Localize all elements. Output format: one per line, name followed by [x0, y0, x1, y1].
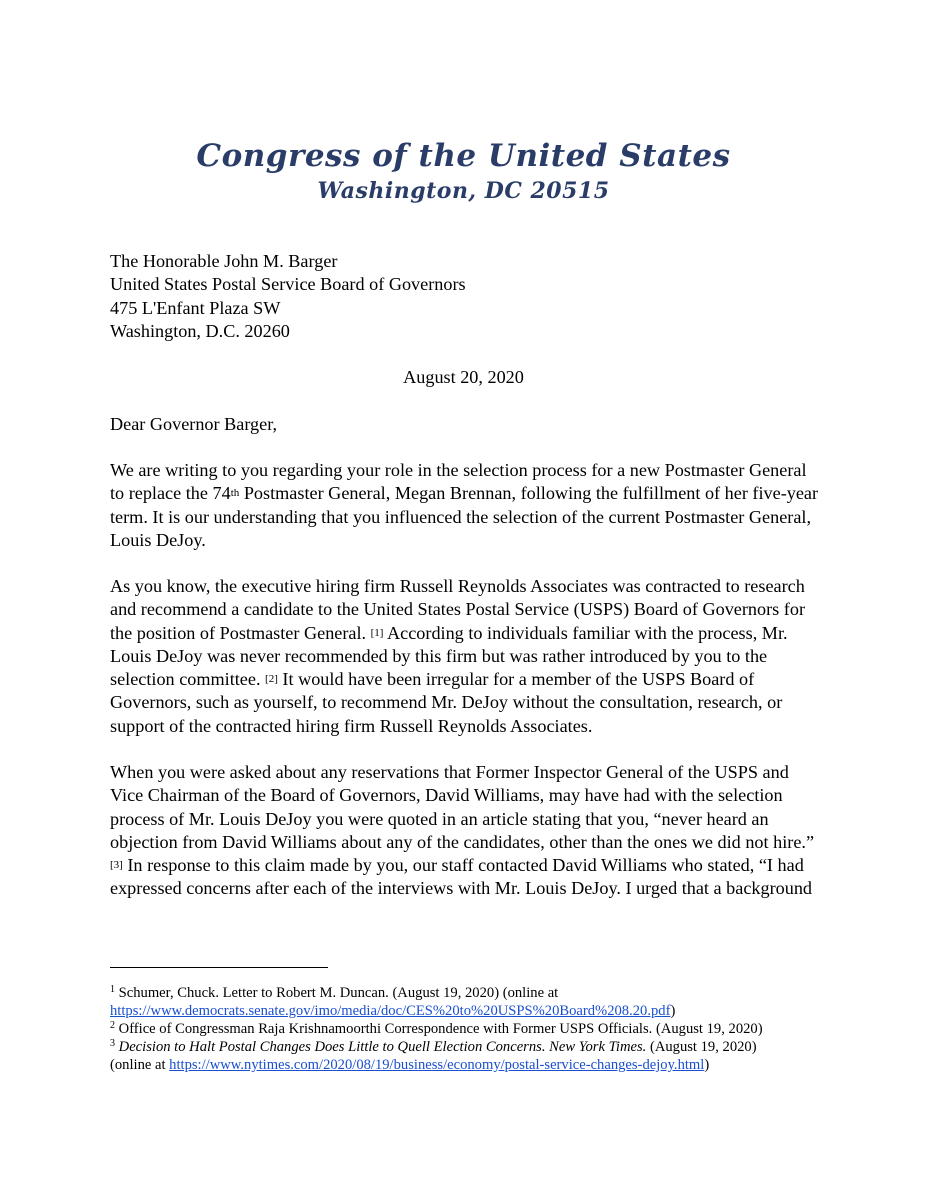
letter-date: August 20, 2020: [403, 367, 524, 387]
paragraph-line: expressed concerns after each of the interviews with Mr. Louis DeJoy. I urged that a background: [110, 878, 813, 899]
footnote-text: (online at: [110, 1057, 170, 1073]
letterhead-subtitle: Washington, DC 20515: [317, 178, 610, 204]
footnote-text: ): [704, 1057, 710, 1073]
footnote-text: Office of Congressman Raja Krishnamoorthi Correspondence with Former USPS Officials. (August 19, 2020): [115, 1021, 763, 1037]
address-line: United States Postal Service Board of Governors: [110, 274, 466, 295]
footnote-1: [110, 984, 830, 1002]
text-fragment: Postmaster General, Megan Brennan, following the fulfillment of her five-year: [239, 483, 819, 504]
paragraph-line: Governors, such as yourself, to recommend Mr. DeJoy without the consultation, research, or: [110, 692, 783, 713]
paragraph-3: [110, 761, 830, 901]
text-fragment: the position of Postmaster General.: [110, 622, 371, 643]
paragraph-line: [110, 854, 830, 877]
footnote-2: [110, 1020, 830, 1038]
paragraph-line: [110, 668, 830, 691]
paragraph-line: objection from David Williams about any of the candidates, other than the ones we did not hire.”: [110, 831, 815, 852]
footnote-text: Schumer, Chuck. Letter to Robert M. Duncan. (August 19, 2020) (online at: [115, 985, 559, 1001]
paragraph-2: [110, 575, 830, 738]
text-fragment: to replace the 74: [110, 483, 231, 504]
text-fragment: According to individuals familiar with the process, Mr.: [383, 622, 788, 643]
paragraph-line: support of the contracted hiring firm Russell Reynolds Associates.: [110, 715, 593, 736]
text-fragment: selection committee.: [110, 669, 266, 690]
paragraph-line: Vice Chairman of the Board of Governors, David Williams, may have had with the selection: [110, 785, 783, 806]
footnote-3-link[interactable]: https://www.nytimes.com/2020/08/19/business/economy/postal-service-changes-dejoy.html: [169, 1057, 705, 1073]
paragraph-line: [110, 622, 830, 645]
footnote-text: (August 19, 2020): [646, 1039, 757, 1055]
footnote-ref-1[interactable]: [1]: [370, 626, 384, 639]
paragraph-line: Louis DeJoy.: [110, 529, 206, 550]
salutation: [110, 413, 830, 436]
footnote-ref-2[interactable]: [2]: [265, 673, 278, 686]
letterhead-title: Congress of the United States: [196, 138, 731, 174]
footnote-1-link[interactable]: https://www.democrats.senate.gov/imo/media/doc/CES%20to%20USPS%20Board%208.20.pdf: [110, 1003, 671, 1019]
paragraph-line: Louis DeJoy was never recommended by this firm but was rather introduced by you to the: [110, 645, 768, 666]
footnote-ref-3[interactable]: [3]: [110, 859, 123, 872]
address-line: The Honorable John M. Barger: [110, 251, 338, 271]
text-fragment: It would have been irregular for a member of the USPS Board of: [277, 669, 755, 690]
footnote-title: Decision to Halt Postal Changes Does Little to Quell Election Concerns. New York Times.: [118, 1039, 647, 1055]
paragraph-line: and recommend a candidate to the United States Postal Service (USPS) Board of Governors for: [110, 599, 805, 620]
paragraph-line: term. It is our understanding that you influenced the selection of the current Postmaster General,: [110, 506, 812, 527]
footnote-number: 2: [110, 1020, 115, 1031]
footnote-1-link-line: [110, 1002, 830, 1020]
ordinal-suffix: th: [230, 487, 240, 500]
text-fragment: In response to this claim made by you, our staff contacted David Williams who stated, “I had: [122, 855, 804, 876]
footnote-number: 3: [110, 1038, 115, 1049]
paragraph-line: process of Mr. Louis DeJoy you were quoted in an article stating that you, “never heard an: [110, 808, 769, 829]
footnote-divider: [110, 967, 328, 968]
footnote-number: 1: [110, 984, 115, 995]
footnote-text: ): [670, 1003, 676, 1019]
address-line: Washington, D.C. 20260: [110, 320, 290, 341]
footnote-3: [110, 1038, 830, 1056]
paragraph-line: When you were asked about any reservations that Former Inspector General of the USPS and: [110, 762, 789, 782]
address-line: 475 L'Enfant Plaza SW: [110, 297, 281, 318]
paragraph-line: We are writing to you regarding your role in the selection process for a new Postmaster General: [110, 460, 807, 480]
paragraph-line: [110, 482, 830, 505]
paragraph-line: As you know, the executive hiring firm Russell Reynolds Associates was contracted to research: [110, 576, 805, 596]
paragraph-1: [110, 459, 830, 552]
footnotes: [110, 984, 830, 1074]
footnote-3-link-line: [110, 1056, 830, 1074]
recipient-address: [110, 250, 830, 343]
salutation-text: Dear Governor Barger,: [110, 414, 278, 434]
